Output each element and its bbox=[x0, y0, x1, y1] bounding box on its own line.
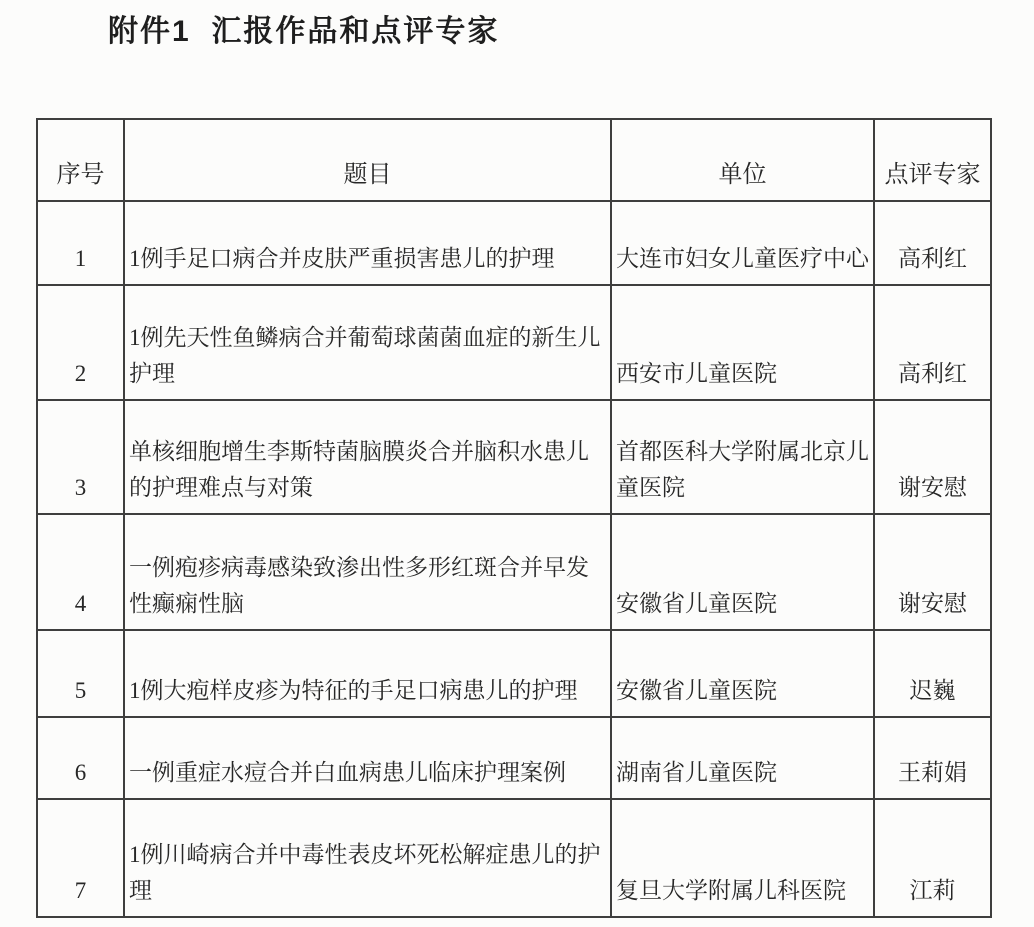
header-expert: 点评专家 bbox=[874, 119, 991, 201]
table-row bbox=[37, 799, 991, 917]
unit-cell: 西安市儿童医院 bbox=[611, 285, 874, 400]
expert-cell: 高利红 bbox=[874, 285, 991, 400]
row-number-cell: 2 bbox=[37, 285, 124, 400]
title-cell: 单核细胞增生李斯特菌脑膜炎合并脑积水患儿的护理难点与对策 bbox=[124, 400, 611, 514]
table-row bbox=[37, 285, 991, 400]
header-unit: 单位 bbox=[611, 119, 874, 201]
expert-cell: 迟巍 bbox=[874, 630, 991, 717]
table-row bbox=[37, 400, 991, 514]
unit-cell: 大连市妇女儿童医疗中心 bbox=[611, 201, 874, 285]
title-cell: 1例先天性鱼鳞病合并葡萄球菌菌血症的新生儿护理 bbox=[124, 285, 611, 400]
table-row bbox=[37, 630, 991, 717]
expert-cell: 高利红 bbox=[874, 201, 991, 285]
unit-cell: 安徽省儿童医院 bbox=[611, 514, 874, 630]
title-cell: 1例川崎病合并中毒性表皮坏死松解症患儿的护理 bbox=[124, 799, 611, 917]
unit-cell: 首都医科大学附属北京儿童医院 bbox=[611, 400, 874, 514]
header-row bbox=[37, 119, 991, 201]
title-cell: 1例手足口病合并皮肤严重损害患儿的护理 bbox=[124, 201, 611, 285]
title-cell: 1例大疱样皮疹为特征的手足口病患儿的护理 bbox=[124, 630, 611, 717]
row-number-cell: 6 bbox=[37, 717, 124, 799]
row-number-cell: 7 bbox=[37, 799, 124, 917]
row-number-cell: 5 bbox=[37, 630, 124, 717]
header-no: 序号 bbox=[37, 119, 124, 201]
unit-cell: 复旦大学附属儿科医院 bbox=[611, 799, 874, 917]
expert-cell: 江莉 bbox=[874, 799, 991, 917]
row-number-cell: 3 bbox=[37, 400, 124, 514]
row-number-cell: 4 bbox=[37, 514, 124, 630]
page-title: 附件1 汇报作品和点评专家 bbox=[108, 15, 500, 48]
title-cell: 一例重症水痘合并白血病患儿临床护理案例 bbox=[124, 717, 611, 799]
expert-cell: 王莉娟 bbox=[874, 717, 991, 799]
row-number-cell: 1 bbox=[37, 201, 124, 285]
title-cell: 一例疱疹病毒感染致渗出性多形红斑合并早发性癫痫性脑 bbox=[124, 514, 611, 630]
table-row bbox=[37, 514, 991, 630]
table-row bbox=[37, 717, 991, 799]
report-table bbox=[36, 118, 992, 918]
table-row bbox=[37, 201, 991, 285]
unit-cell: 安徽省儿童医院 bbox=[611, 630, 874, 717]
unit-cell: 湖南省儿童医院 bbox=[611, 717, 874, 799]
expert-cell: 谢安慰 bbox=[874, 514, 991, 630]
header-title: 题目 bbox=[124, 119, 611, 201]
expert-cell: 谢安慰 bbox=[874, 400, 991, 514]
table-header bbox=[37, 119, 991, 201]
table-body bbox=[37, 201, 991, 917]
